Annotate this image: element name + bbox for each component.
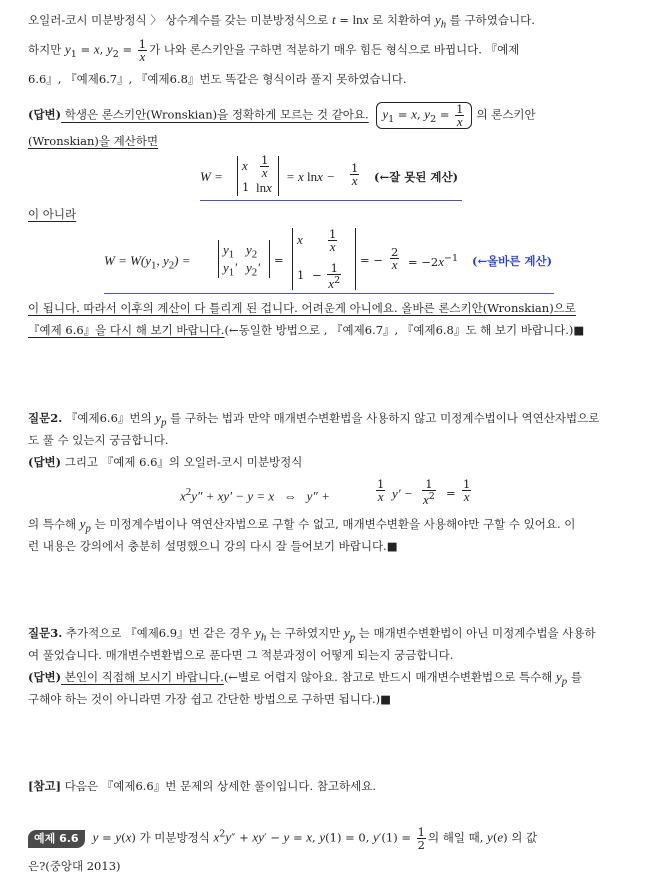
wrong-wronskian-equation: W = x $\frac{1}{x}$ 1 lnx = x lnx − $\frac{1}{x}$ (←잘 못된 계산)	[200, 153, 459, 195]
answer-2-line-1: (답변) 그리고 『예제 6.6』의 오일러-코시 미분방정식	[28, 455, 303, 469]
answer-3-line-1: (답변) 본인이 직접해 보시기 바랍니다.(←별로 어렵지 않아요. 참고로 반드시 매개변수변환법으로 특수해 $y_p$ 를	[28, 669, 582, 688]
answer-1-after-line-1: 이 됩니다. 따라서 이후의 계산이 다 틀리게 된 겁니다. 어려운게 아니에요. 올바른 론스키안(Wronskian)으로	[28, 301, 576, 315]
correct-calculation-note: (←올바른 계산)	[472, 254, 553, 268]
underline-correct	[104, 293, 554, 294]
question-3-line-1: 질문3. 추가적으로 『예제6.9』번 같은 경우 $y_h$ 는 구하였지만 $y_p$ 는 매개변수변환법이 아닌 미정계수법을 사용하	[28, 625, 596, 644]
correct-wronskian-equation: $W = W(y_1$, $y_2$) = $y_1$ $y_2$ $y_1'$ $y_2'$ = x $\frac{1}{x}$ 1 − $\frac{1}{x^2}$ = − $\frac{2}{x}$ = $-2x^{-1}$ (←올바른 계산)	[104, 227, 553, 291]
answer-1-line-1: (답변) 학생은 론스키안(Wronskian)을 정확하게 모르는 것 같아요. $y_1 = x$, $y_2$ = $\frac{1}{x}$ 의 론스키안	[28, 102, 536, 129]
reference-line: [참고] 다음은 『예제6.6』번 문제의 상세한 풀이입니다. 참고하세요.	[28, 779, 377, 793]
answer-2-after-line-2: 런 내용은 강의에서 충분히 설명했으니 강의 다시 잘 들어보기 바랍니다.■	[28, 539, 398, 553]
question-2-line-1: 질문2. 『예제6.6』번의 $y_p$ 를 구하는 법과 만약 매개변수변환법을 사용하지 않고 미정계수법이나 역연산자법으로	[28, 410, 600, 429]
intro-line-1: 오일러-코시 미분방정식 〉 상수계수를 갖는 미분방정식으로 t = lnx 로 치환하여 $y_h$ 를 구하였습니다.	[28, 12, 535, 31]
example-line-2: 은?(중앙대 2013)	[28, 859, 121, 873]
question-3-line-2: 여 풀었습니다. 매개변수변환법으로 푼다면 그 적분과정이 어떻게 되는지 궁금합니다.	[28, 648, 454, 662]
answer-3-line-2: 구해야 하는 것이 아니라면 가장 쉽고 간단한 방법으로 구하면 됩니다.)■	[28, 692, 391, 706]
underline-wrong	[200, 200, 462, 201]
answer-2-after-line-1: 의 특수해 $y_p$ 는 미정계수법이나 역연산자법으로 구할 수 없고, 매개변수변환을 사용해야만 구할 수 있어요. 이	[28, 516, 576, 535]
answer-1-line-2: (Wronskian)을 계산하면	[28, 134, 159, 148]
euler-cauchy-equation: $x^2y'' + xy' - y = x$ ⇔ y″ + $\frac{1}{x}$ y′ − $\frac{1}{x^2}$ = $\frac{1}{x}$	[180, 477, 471, 507]
wrong-calculation-note: (←잘 못된 계산)	[374, 170, 459, 184]
example-badge: 예제 6.6	[28, 830, 85, 848]
intro-line-2: 하지만 $y_1 = x$, $y_2$ = $\frac{1}{x}$ 가 나와 론스키안을 구하면 적분하기 매우 힘든 형식으로 바뀝니다. 『예제	[28, 37, 520, 64]
example-line-1: 예제 6.6 y = y(x) 가 미분방정식 $x^2y'' + xy' - y = x$, y(1) = 0, y′(1) = $\frac{1}{2}$ 의 해일 때, y(e) 의 값	[28, 826, 635, 851]
question-2-line-2: 도 풀 수 있는지 궁금합니다.	[28, 433, 169, 447]
instead-text: 이 아니라	[28, 207, 77, 221]
intro-line-3: 6.6』, 『예제6.7』, 『예제6.8』번도 똑같은 형식이라 풀지 못하였습니다.	[28, 72, 407, 86]
answer-1-after-line-2: 『예제 6.6』을 다시 해 보기 바랍니다.(←동일한 방법으로 , 『예제6.7』, 『예제6.8』도 해 보기 바랍니다.)■	[28, 323, 585, 337]
